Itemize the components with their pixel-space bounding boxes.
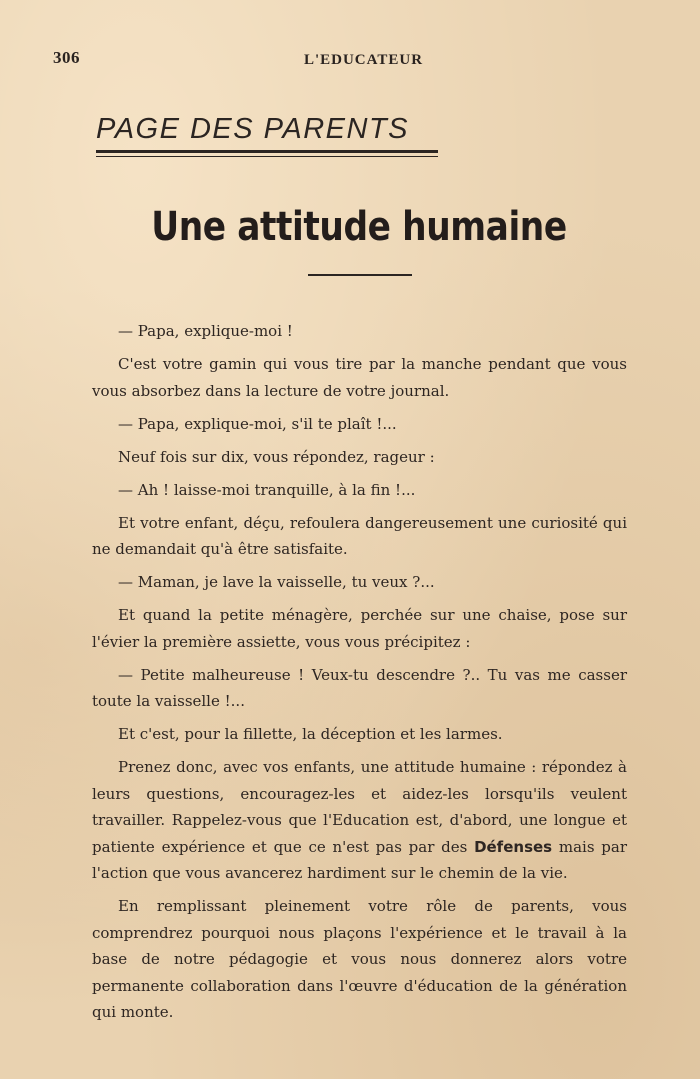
title-underline bbox=[308, 274, 412, 276]
paragraph: Et c'est, pour la fillette, la déception et les larmes. bbox=[118, 725, 503, 743]
final-paragraph: En remplissant pleinement votre rôle de parents, vous comprendrez pourquoi nous plaçons l'expérience et le travail à la base de notre pédagogie et vous nous donnerez alors votre permanente collaboration dans l'œuvre d'éducation de la génération qui monte. bbox=[92, 897, 627, 1021]
running-head: L'EDUCATEUR bbox=[303, 52, 424, 68]
paragraph: Et quand la petite ménagère, perchée sur une chaise, pose sur l'évier la première assiette, vous vous précipitez : bbox=[92, 606, 627, 651]
paragraph: — Petite malheureuse ! Veux-tu descendre ?.. Tu vas me casser toute la vaisselle !... bbox=[92, 665, 627, 710]
paragraph: C'est votre gamin qui vous tire par la manche pendant que vous vous absorbez dans la lecture de votre journal. bbox=[92, 355, 627, 400]
paragraph: Et votre enfant, déçu, refoulera dangereusement une curiosité qui ne demandait qu'à être satisfaite. bbox=[92, 513, 627, 558]
page-number: 306 bbox=[53, 48, 80, 67]
paragraph: — Papa, explique-moi, s'il te plaît !... bbox=[118, 414, 397, 433]
closing-text-before: Prenez donc, avec vos enfants, une attitude humaine : répondez à leurs questions, encouragez-les et aidez-les lorsqu'ils veulent travailler. Rappelez-vous que l'Education est, d'abord, une longue et patiente expérience et que ce n'est pas par des bbox=[92, 758, 627, 856]
paragraph: — Papa, explique-moi ! bbox=[118, 322, 293, 340]
section-underline bbox=[96, 150, 438, 157]
closing-text-after: mais par l'action que vous avancerez hardiment sur le chemin de la vie. bbox=[92, 837, 627, 882]
emphasis-defenses: Défenses bbox=[474, 837, 553, 856]
closing-paragraph bbox=[92, 754, 627, 887]
paragraph: — Ah ! laisse-moi tranquille, à la fin !... bbox=[118, 480, 416, 499]
paragraph: Neuf fois sur dix, vous répondez, rageur : bbox=[118, 447, 435, 466]
paragraph: — Maman, je lave la vaisselle, tu veux ?... bbox=[118, 573, 435, 591]
section-label: PAGE DES PARENTS bbox=[96, 113, 409, 145]
article-title: Une attitude humaine bbox=[151, 204, 567, 250]
article-body bbox=[92, 318, 627, 1032]
